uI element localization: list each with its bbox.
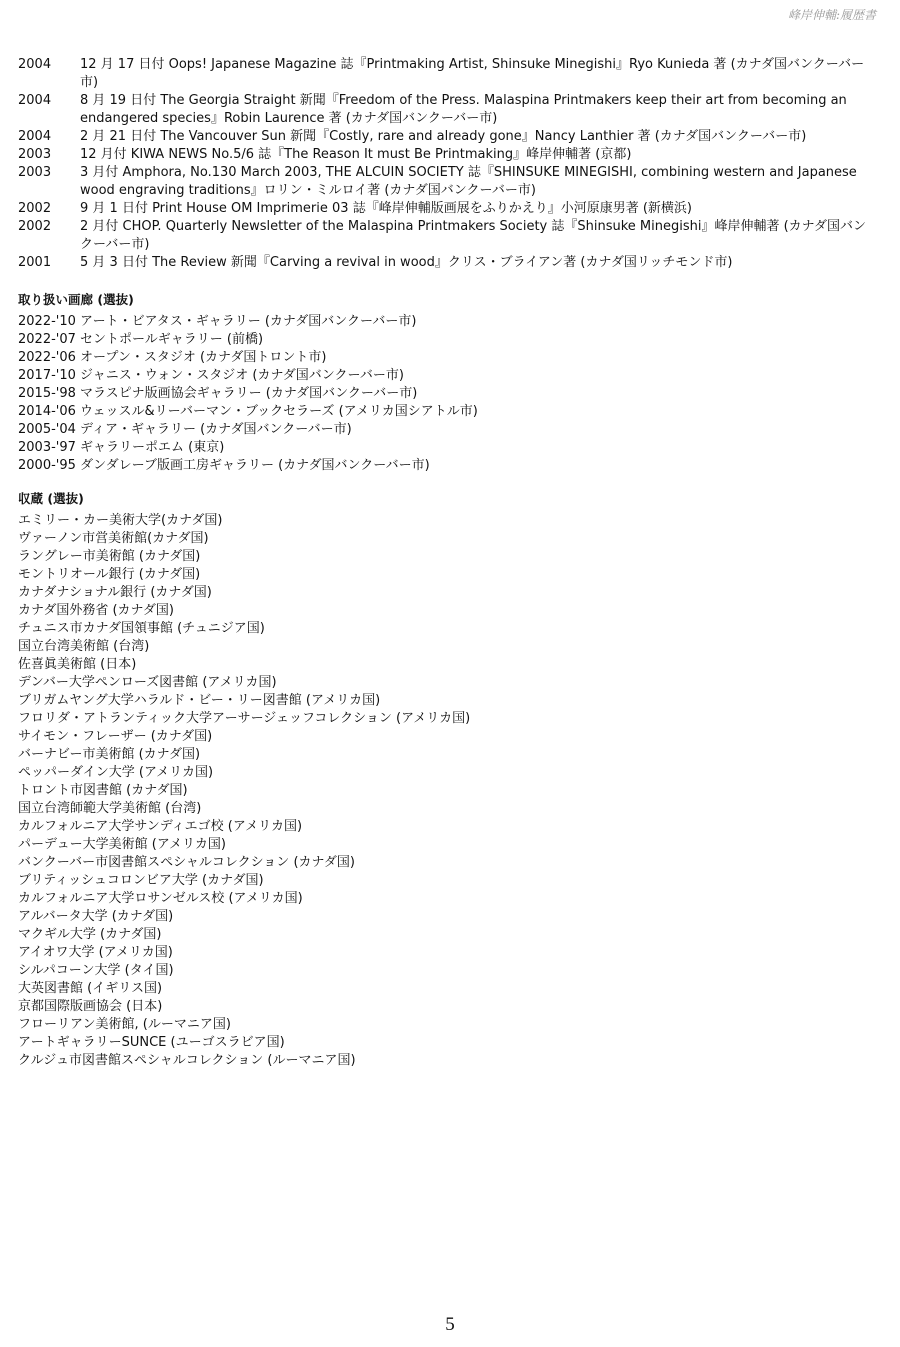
- press-citation: 12 月 17 日付 Oops! Japanese Magazine 誌『Printmaking Artist, Shinsuke Minegishi』Ryo Kunieda 著 (カナダ国バンクーバー市): [80, 57, 865, 90]
- collection-item: デンバー大学ペンローズ図書館 (アメリカ国): [18, 675, 277, 690]
- collection-item: ペッパーダイン大学 (アメリカ国): [18, 765, 214, 780]
- collection-item: アートギャラリーSUNCE (ユーゴスラビア国): [18, 1035, 285, 1050]
- press-citation: 2 月付 CHOP. Quarterly Newsletter of the Malaspina Printmakers Society 誌『Shinsuke Minegishi』峰岸伸輔著 (カナダ国バンクーバー市): [80, 219, 867, 252]
- gallery-item: 2022-'10 アート・ビアタス・ギャラリー (カナダ国バンクーバー市): [18, 314, 417, 329]
- collection-item: フロリダ・アトランティック大学アーサージェッフコレクション (アメリカ国): [18, 711, 471, 726]
- press-entry: [18, 146, 878, 164]
- collection-item: クルジュ市図書館スペシャルコレクション (ルーマニア国): [18, 1053, 356, 1068]
- collection-item: ラングレー市美術館 (カナダ国): [18, 549, 201, 564]
- collection-item: 国立台湾美術館 (台湾): [18, 639, 150, 654]
- collection-item: 大英図書館 (イギリス国): [18, 981, 163, 996]
- galleries-list: [18, 313, 878, 475]
- gallery-item: 2022-'07 セントポールギャラリー (前橋): [18, 332, 264, 347]
- gallery-item: 2017-'10 ジャニス・ウォン・スタジオ (カナダ国バンクーバー市): [18, 368, 404, 383]
- collection-item: バンクーバー市図書館スペシャルコレクション (カナダ国): [18, 855, 355, 870]
- gallery-item: 2000-'95 ダンダレーブ版画工房ギャラリー (カナダ国バンクーバー市): [18, 458, 430, 473]
- press-year: 2003: [18, 165, 52, 180]
- collection-item: パーデュー大学美術館 (アメリカ国): [18, 837, 226, 852]
- collection-item: カルフォルニア大学ロサンゼルス校 (アメリカ国): [18, 891, 303, 906]
- press-citation: 5 月 3 日付 The Review 新聞『Carving a revival in wood』クリス・ブライアン著 (カナダ国リッチモンド市): [80, 255, 733, 270]
- collection-item: 京都国際版画協会 (日本): [18, 999, 163, 1014]
- collection-item: 佐喜眞美術館 (日本): [18, 657, 137, 672]
- collections-title: 収蔵 (選抜): [18, 491, 84, 506]
- press-entry: [18, 200, 878, 218]
- press-citation: 9 月 1 日付 Print House OM Imprimerie 03 誌『峰岸伸輔版画展をふりかえり』小河原康男著 (新横浜): [80, 201, 692, 216]
- collection-item: フローリアン美術館, (ルーマニア国): [18, 1017, 231, 1032]
- collection-item: マクギル大学 (カナダ国): [18, 927, 162, 942]
- collection-item: エミリー・カー美術大学(カナダ国): [18, 513, 223, 528]
- collection-item: バーナビー市美術館 (カナダ国): [18, 747, 201, 762]
- page-header: 峰岸伸輔:履歴書: [787, 8, 876, 22]
- gallery-item: 2022-'06 オープン・スタジオ (カナダ国トロント市): [18, 350, 327, 365]
- collection-item: アルバータ大学 (カナダ国): [18, 909, 174, 924]
- gallery-item: 2005-'04 ディア・ギャラリー (カナダ国バンクーバー市): [18, 422, 352, 437]
- press-entry: [18, 164, 878, 200]
- collection-item: トロント市図書館 (カナダ国): [18, 783, 188, 798]
- gallery-item: 2015-'98 マラスピナ版画協会ギャラリー (カナダ国バンクーバー市): [18, 386, 418, 401]
- collection-item: サイモン・フレーザー (カナダ国): [18, 729, 213, 744]
- galleries-title: 取り扱い画廊 (選抜): [18, 292, 134, 307]
- press-entry: [18, 254, 878, 272]
- collection-item: モントリオール銀行 (カナダ国): [18, 567, 201, 582]
- collection-item: ヴァーノン市営美術館(カナダ国): [18, 531, 209, 546]
- collection-item: アイオワ大学 (アメリカ国): [18, 945, 173, 960]
- press-entry: [18, 128, 878, 146]
- press-year: 2004: [18, 93, 52, 108]
- press-entry: [18, 92, 878, 128]
- press-year: 2004: [18, 129, 52, 144]
- gallery-item: 2003-'97 ギャラリーポエム (東京): [18, 440, 225, 455]
- galleries-section: [18, 291, 878, 475]
- press-citation: 8 月 19 日付 The Georgia Straight 新聞『Freedom of the Press. Malaspina Printmakers keep their art from becoming an endangered species』Robin Laurence 著 (カナダ国バンクーバー市): [80, 93, 847, 126]
- gallery-item: 2014-'06 ウェッスル&リーバーマン・ブックセラーズ (アメリカ国シアトル市): [18, 404, 478, 419]
- press-year: 2001: [18, 255, 52, 270]
- press-year: 2004: [18, 57, 52, 72]
- collection-item: カナダナショナル銀行 (カナダ国): [18, 585, 212, 600]
- collections-list: [18, 512, 878, 1070]
- page-number: 5: [445, 1314, 455, 1335]
- press-citation: 12 月付 KIWA NEWS No.5/6 誌『The Reason It must Be Printmaking』峰岸伸輔著 (京都): [80, 147, 632, 162]
- collection-item: ブリガムヤング大学ハラルド・ビー・リー図書館 (アメリカ国): [18, 693, 381, 708]
- press-citation: 2 月 21 日付 The Vancouver Sun 新聞『Costly, rare and already gone』Nancy Lanthier 著 (カナダ国バンクーバー市): [80, 129, 807, 144]
- collection-item: チュニス市カナダ国領事館 (チュニジア国): [18, 621, 265, 636]
- collection-item: 国立台湾師範大学美術館 (台湾): [18, 801, 202, 816]
- collection-item: カルフォルニア大学サンディエゴ校 (アメリカ国): [18, 819, 303, 834]
- press-entry: [18, 56, 878, 92]
- collection-item: ブリティッシュコロンビア大学 (カナダ国): [18, 873, 264, 888]
- press-year: 2002: [18, 219, 52, 234]
- press-list: [18, 56, 878, 272]
- collection-item: カナダ国外務省 (カナダ国): [18, 603, 174, 618]
- press-year: 2003: [18, 147, 52, 162]
- press-entry: [18, 218, 878, 254]
- press-year: 2002: [18, 201, 52, 216]
- press-citation: 3 月付 Amphora, No.130 March 2003, THE ALCUIN SOCIETY 誌『SHINSUKE MINEGISHI, combining western and Japanese wood engraving traditions』ロリン・ミルロイ著 (カナダ国バンクーバー市): [80, 165, 857, 198]
- collections-section: [18, 490, 878, 1070]
- collection-item: シルパコーン大学 (タイ国): [18, 963, 174, 978]
